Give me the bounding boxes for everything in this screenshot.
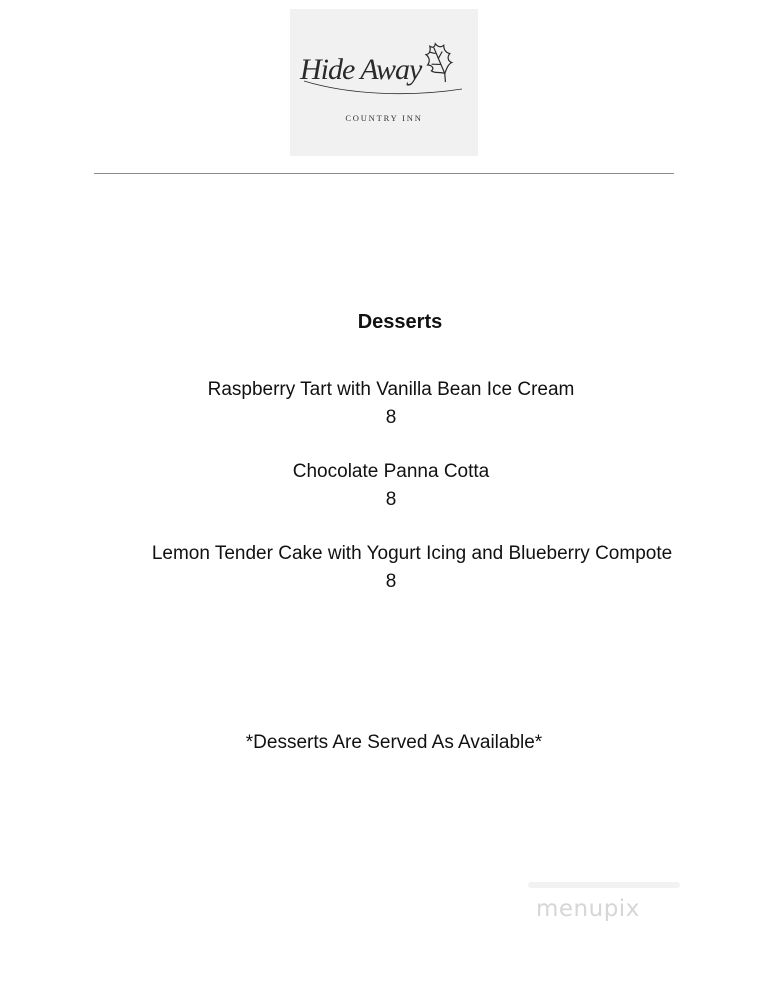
- menu-item: [0, 376, 768, 432]
- menu-item-name: Raspberry Tart with Vanilla Bean Ice Cream: [207, 379, 575, 400]
- oak-leaf-icon: [421, 40, 460, 86]
- logo: [290, 9, 478, 156]
- hideaway-logo-graphic: [290, 9, 478, 156]
- logo-wordmark: Hide Away: [300, 53, 422, 86]
- menu-item-price: 8: [385, 407, 397, 428]
- menu-item-name: Lemon Tender Cake with Yogurt Icing and Blueberry Compote: [151, 543, 673, 564]
- menu-item: [0, 458, 768, 514]
- availability-note: *Desserts Are Served As Available*: [245, 732, 543, 753]
- menu-item: [0, 540, 768, 596]
- header-divider: [94, 173, 674, 174]
- section-title: Desserts: [357, 311, 443, 333]
- menu-item-price: 8: [385, 571, 397, 592]
- watermark: [528, 872, 688, 932]
- menu-item-price: 8: [385, 489, 397, 510]
- watermark-bar: [528, 882, 680, 888]
- watermark-text: menupix: [536, 896, 640, 922]
- logo-tagline: COUNTRY INN: [345, 113, 423, 123]
- menu-item-name: Chocolate Panna Cotta: [292, 461, 490, 482]
